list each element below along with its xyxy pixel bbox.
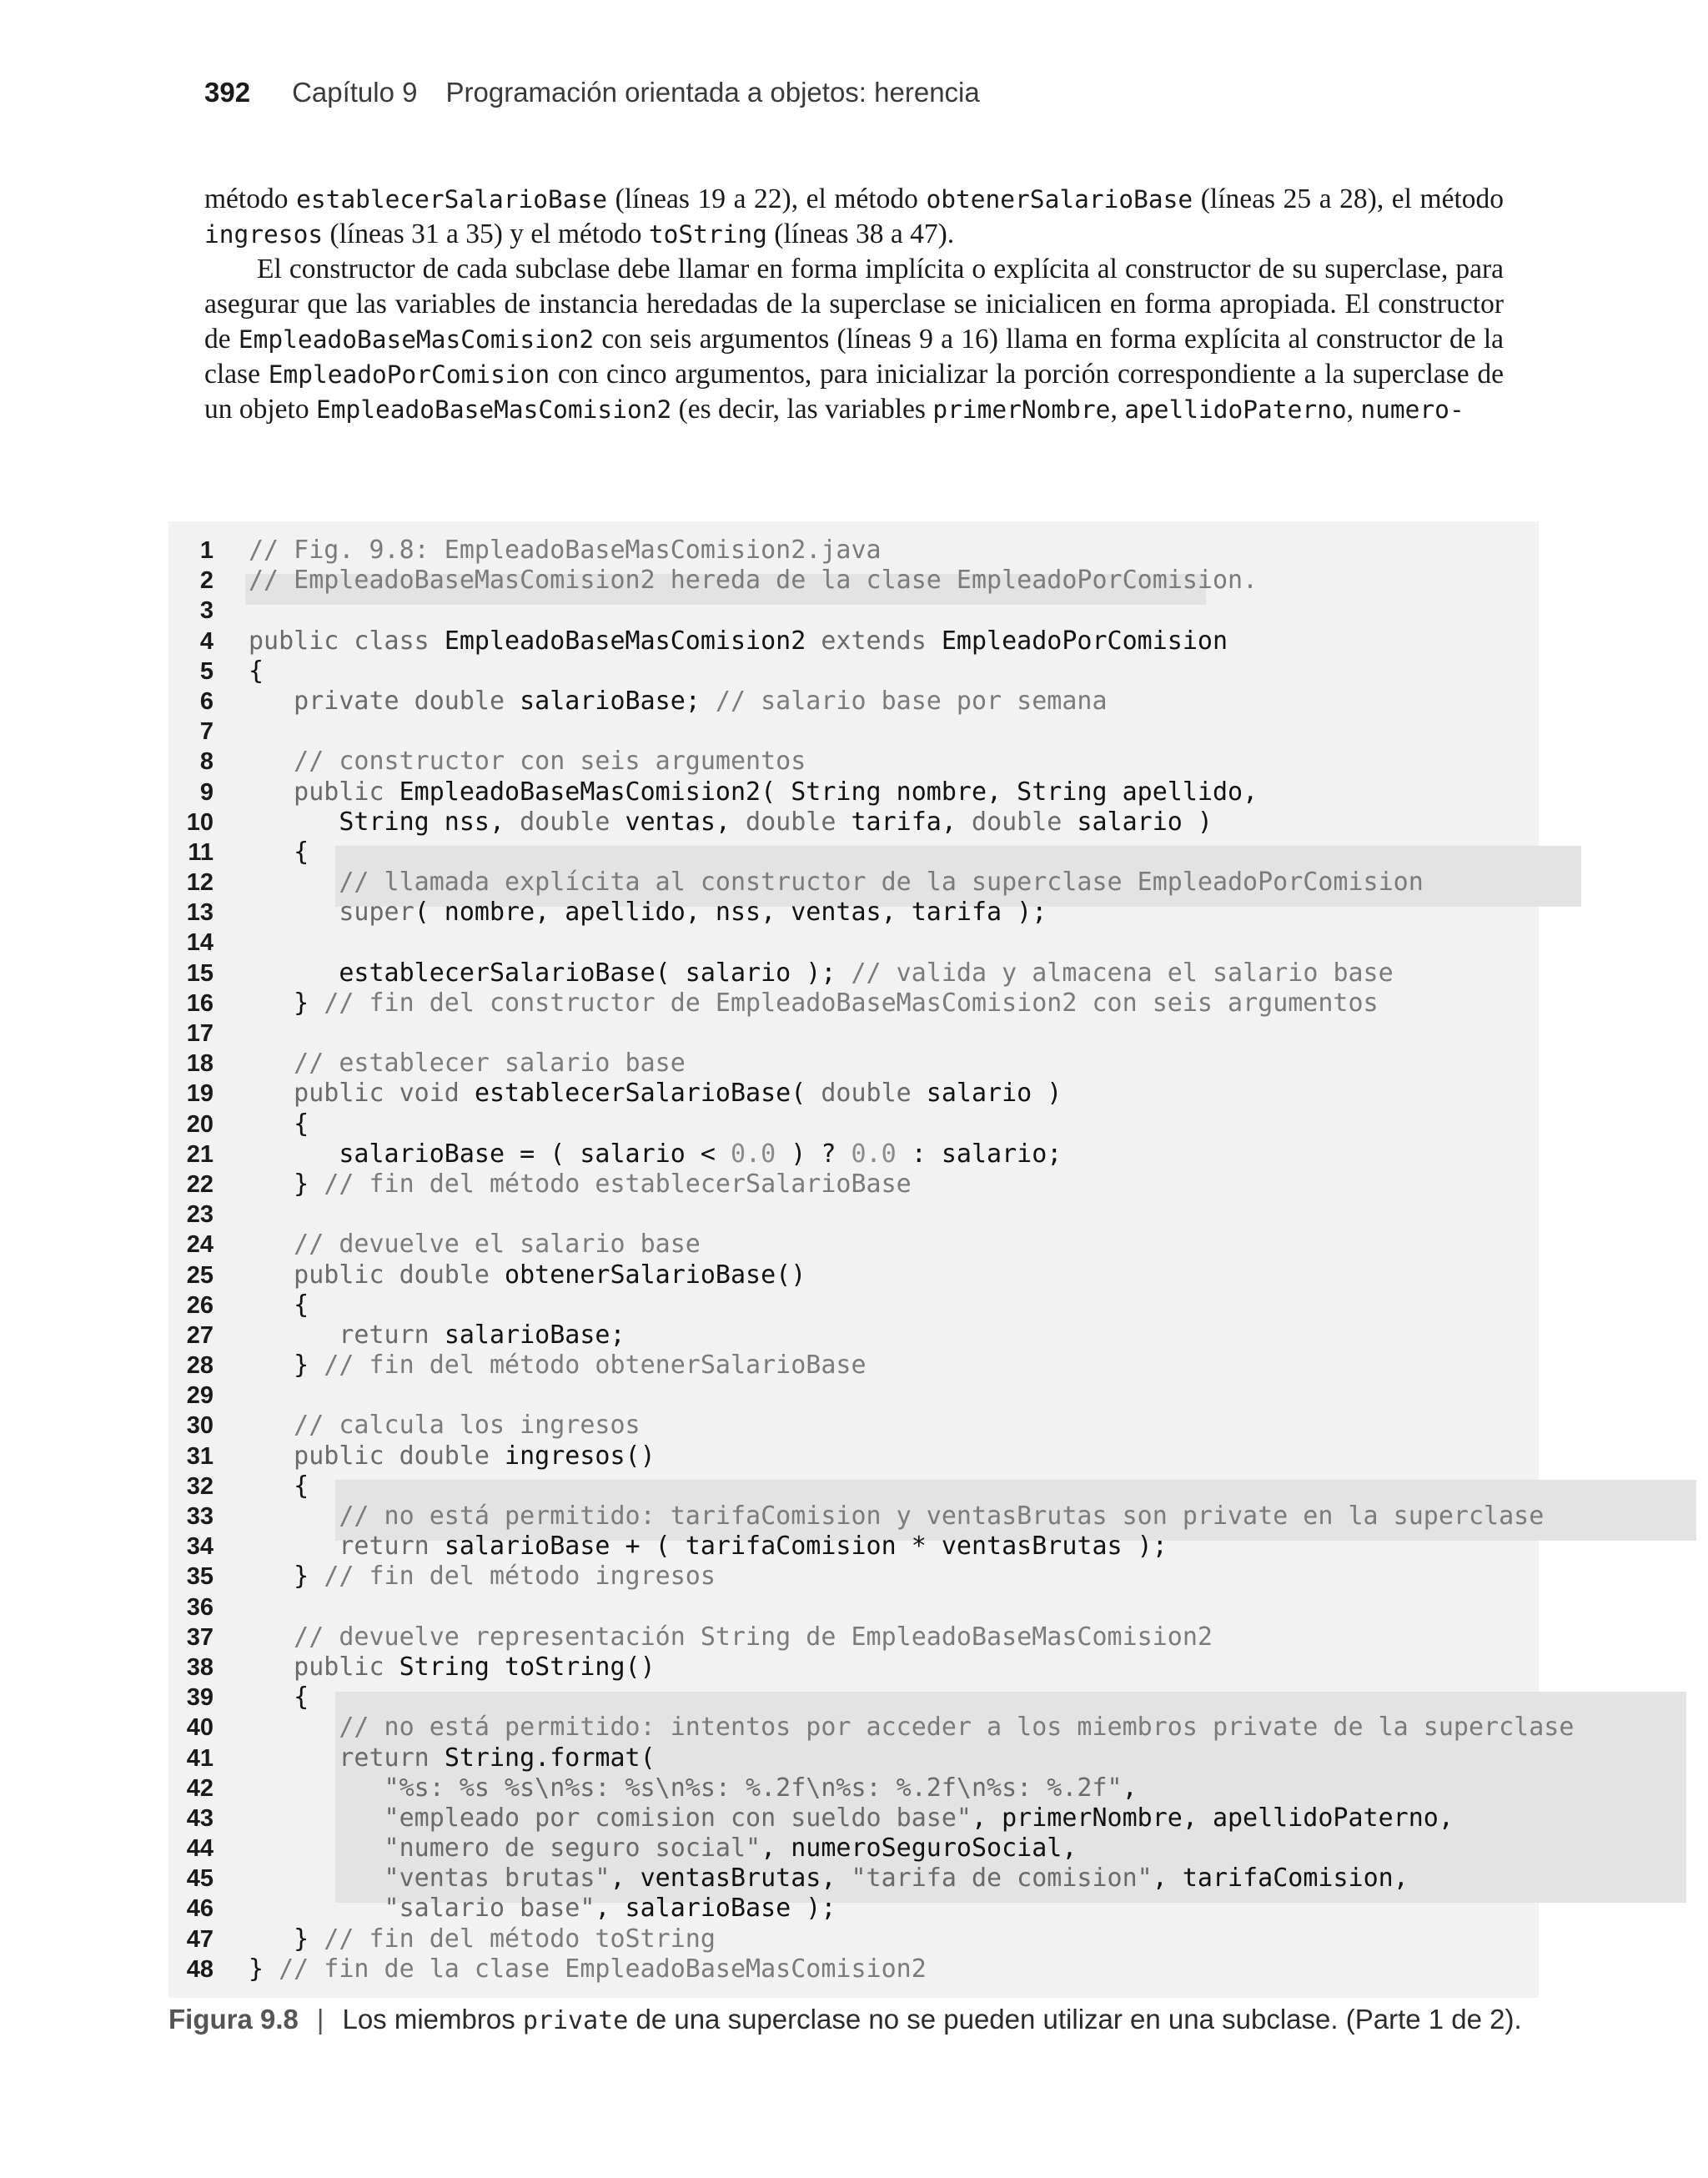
- paragraph-2: [204, 252, 1504, 427]
- code-text: [249, 1803, 1454, 1833]
- code-line: [168, 1169, 1539, 1200]
- code-text: [249, 1864, 1409, 1894]
- code-token: String nss,: [249, 807, 520, 837]
- code-text: [249, 656, 264, 687]
- code-token: public: [249, 777, 399, 807]
- code-token: // constructor con seis argumentos: [249, 747, 806, 777]
- code-text: [249, 1230, 701, 1260]
- code-token: }: [249, 1562, 324, 1592]
- code-line: [168, 1592, 1539, 1622]
- line-number: 27: [186, 1321, 214, 1349]
- code-token: }: [249, 988, 324, 1018]
- text-run: (líneas 38 a 47).: [766, 219, 955, 249]
- line-number: 1: [199, 537, 214, 564]
- code-token: salarioBase;: [520, 686, 716, 716]
- code-text: [249, 1351, 867, 1381]
- code-token: // llamada explícita al constructor de la superclase EmpleadoPorComision: [249, 868, 1424, 898]
- code-line: [168, 1954, 1539, 1984]
- caption-text-before: Los miembros: [342, 2004, 523, 2035]
- text-run: con cinco argumentos, para inicializar la porción correspondiente a la superclase de un objeto: [204, 359, 1505, 425]
- code-token: EmpleadoBaseMasComision2( String nombre, String apellido,: [399, 777, 1258, 807]
- code-token: EmpleadoBaseMasComision2: [444, 626, 821, 656]
- code-listing: [168, 521, 1575, 1998]
- code-token: "tarifa de comision": [851, 1864, 1153, 1894]
- line-number: 19: [186, 1080, 214, 1108]
- code-token: obtenerSalarioBase(): [505, 1260, 806, 1290]
- code-text: [249, 626, 1228, 656]
- code-line: [168, 656, 1539, 687]
- line-number: 3: [199, 597, 214, 625]
- line-number: 39: [186, 1684, 214, 1712]
- code-token: {: [249, 1290, 309, 1320]
- line-number: 37: [186, 1623, 214, 1651]
- code-token: ,: [1122, 1773, 1138, 1803]
- line-number: 45: [186, 1865, 214, 1893]
- line-number: 6: [199, 687, 214, 715]
- text-run: (líneas 31 a 35) y el método: [323, 219, 649, 249]
- code-token: // devuelve representación String de EmpleadoBaseMasComision2: [249, 1622, 1213, 1652]
- code-text: [249, 1954, 927, 1984]
- line-number: 15: [186, 959, 214, 987]
- line-number: 8: [199, 748, 214, 776]
- code-line: [168, 1894, 1539, 1924]
- inline-code: EmpleadoPorComision: [268, 360, 550, 389]
- code-token: double: [821, 1079, 927, 1109]
- line-number: 41: [186, 1744, 214, 1772]
- inline-code: apellidoPaterno: [1124, 395, 1347, 424]
- line-number: 38: [186, 1653, 214, 1681]
- code-text: [249, 1894, 836, 1924]
- code-token: String toString(): [399, 1652, 656, 1682]
- code-line: [168, 1290, 1539, 1320]
- code-line: [168, 1079, 1539, 1109]
- code-line: [168, 536, 1539, 566]
- line-number: 43: [186, 1804, 214, 1832]
- text-run: El constructor de cada subclase debe llamar en forma implícita o explícita al constructor de su superclase, para asegurar que las variables de instancia heredadas de la superclase se inicialicen en forma apropiada. El constructor de: [204, 254, 1504, 355]
- line-number: 26: [186, 1291, 214, 1319]
- code-token: salarioBase = ( salario <: [249, 1139, 731, 1169]
- line-number: 23: [186, 1201, 214, 1229]
- inline-code: toString: [648, 220, 767, 249]
- code-text: [249, 807, 1213, 837]
- page-number: 392: [204, 77, 251, 108]
- code-token: // fin del constructor de EmpleadoBaseMasComision2 con seis argumentos: [324, 988, 1379, 1018]
- code-line: [168, 1109, 1539, 1139]
- line-number: 5: [199, 657, 214, 685]
- code-text: [249, 536, 882, 566]
- line-number: 28: [186, 1352, 214, 1380]
- caption-text-after: de una superclase no se pueden utilizar en una subclase. (Parte 1 de 2).: [628, 2004, 1522, 2035]
- line-number: 32: [186, 1472, 214, 1500]
- code-text: [249, 1773, 1138, 1803]
- code-text: [249, 1833, 1077, 1864]
- code-token: salario ): [926, 1079, 1062, 1109]
- code-text: [249, 1501, 1544, 1532]
- code-text: [249, 687, 1108, 717]
- code-line: [168, 687, 1539, 717]
- code-token: private double: [249, 686, 520, 716]
- text-run: (es decir, las variables: [671, 394, 933, 425]
- caption-code: private: [522, 2006, 629, 2035]
- code-token: // calcula los ingresos: [249, 1411, 640, 1441]
- code-token: // establecer salario base: [249, 1049, 686, 1079]
- code-token: // no está permitido: intentos por acceder a los miembros private de la superclase: [249, 1713, 1575, 1743]
- code-token: salarioBase;: [444, 1320, 625, 1350]
- code-token: public class: [249, 626, 445, 656]
- figure-caption: [168, 2004, 1522, 2045]
- code-token: "empleado por comision con sueldo base": [249, 1803, 972, 1833]
- code-text: [249, 1683, 309, 1713]
- code-line: [168, 1200, 1539, 1230]
- code-text: [249, 1079, 1062, 1109]
- code-line: [168, 1532, 1539, 1562]
- line-number: 47: [186, 1925, 214, 1953]
- code-line: [168, 1320, 1539, 1351]
- code-lines: [168, 536, 1575, 1984]
- code-line: [168, 1230, 1539, 1260]
- code-line: [168, 988, 1539, 1019]
- code-token: // fin del método establecerSalarioBase: [324, 1169, 912, 1199]
- code-token: String.format(: [444, 1743, 656, 1773]
- line-number: 30: [186, 1412, 214, 1440]
- code-line: [168, 1049, 1539, 1079]
- code-line: [168, 717, 1539, 747]
- code-line: [168, 928, 1539, 958]
- code-line: [168, 596, 1539, 626]
- code-token: }: [249, 1924, 324, 1954]
- code-text: [249, 868, 1424, 898]
- line-number: 14: [186, 929, 214, 957]
- inline-code: establecerSalarioBase: [296, 185, 608, 214]
- line-number: 7: [199, 718, 214, 746]
- code-token: EmpleadoPorComision: [941, 626, 1228, 656]
- line-number: 36: [186, 1593, 214, 1621]
- line-number: 44: [186, 1835, 214, 1863]
- code-token: // fin del método ingresos: [324, 1562, 716, 1592]
- line-number: 33: [186, 1503, 214, 1530]
- code-token: , tarifaComision,: [1152, 1864, 1409, 1894]
- code-line: [168, 1652, 1539, 1683]
- code-text: [249, 1622, 1213, 1652]
- line-number: 9: [199, 778, 214, 806]
- code-token: return: [249, 1743, 445, 1773]
- code-token: // devuelve el salario base: [249, 1230, 701, 1260]
- code-line: [168, 1833, 1539, 1864]
- code-line: [168, 1683, 1539, 1713]
- text-run: (líneas 19 a 22), el método: [607, 184, 927, 214]
- code-token: public: [249, 1652, 399, 1682]
- text-run: método: [204, 184, 297, 214]
- inline-code: EmpleadoBaseMasComision2: [315, 395, 672, 424]
- code-line: [168, 1139, 1539, 1169]
- line-number: 4: [199, 627, 214, 655]
- line-number: 13: [186, 899, 214, 927]
- code-token: double: [746, 807, 851, 837]
- code-token: establecerSalarioBase(: [474, 1079, 821, 1109]
- code-text: [249, 1109, 309, 1139]
- code-token: , numeroSeguroSocial,: [761, 1833, 1078, 1864]
- code-line: [168, 1713, 1575, 1743]
- line-number: 31: [186, 1442, 214, 1470]
- code-token: }: [249, 1954, 279, 1984]
- code-token: ( nombre, apellido, nss, ventas, tarifa );: [414, 898, 1047, 928]
- code-token: ingresos(): [505, 1441, 656, 1471]
- line-number: 16: [186, 989, 214, 1017]
- code-line: [168, 1441, 1539, 1471]
- code-token: tarifa,: [851, 807, 972, 837]
- code-text: [249, 1743, 656, 1773]
- line-number: 11: [188, 838, 214, 866]
- line-number: 20: [186, 1110, 214, 1138]
- code-token: 0.0: [851, 1139, 897, 1169]
- code-token: , salarioBase );: [595, 1894, 836, 1924]
- line-number: 21: [186, 1140, 214, 1168]
- code-line: [168, 1743, 1539, 1773]
- code-text: [249, 1441, 656, 1471]
- code-token: public double: [249, 1441, 505, 1471]
- code-text: [249, 1562, 716, 1592]
- line-number: 17: [186, 1020, 214, 1047]
- line-number: 29: [186, 1382, 214, 1410]
- caption-separator: |: [316, 2004, 324, 2035]
- code-line: [168, 837, 1539, 868]
- line-number: 2: [199, 567, 214, 595]
- code-text: [249, 1411, 640, 1441]
- code-line: [168, 807, 1539, 837]
- line-number: 48: [186, 1955, 214, 1983]
- figure-label: Figura 9.8: [168, 2004, 299, 2035]
- code-text: [249, 958, 1394, 988]
- code-text: [249, 1713, 1574, 1743]
- line-number: 34: [186, 1533, 214, 1561]
- code-line: [168, 777, 1539, 807]
- code-token: "salario base": [249, 1894, 595, 1924]
- code-token: ) ?: [776, 1139, 851, 1169]
- code-token: {: [249, 1471, 309, 1501]
- chapter-title: Programación orientada a objetos: herencia: [445, 77, 980, 108]
- code-text: [249, 1290, 309, 1320]
- code-line: [168, 1351, 1539, 1381]
- chapter-label: Capítulo 9: [292, 77, 418, 108]
- code-token: super: [249, 898, 414, 928]
- code-token: , ventasBrutas,: [610, 1864, 851, 1894]
- line-number: 46: [186, 1895, 214, 1923]
- code-token: salarioBase + ( tarifaComision * ventasBrutas );: [444, 1532, 1168, 1562]
- code-token: ventas,: [625, 807, 746, 837]
- line-number: 42: [186, 1774, 214, 1802]
- code-text: [249, 1260, 806, 1290]
- line-number: 12: [186, 869, 214, 897]
- code-token: public void: [249, 1079, 475, 1109]
- code-token: // Fig. 9.8: EmpleadoBaseMasComision2.java: [249, 536, 882, 565]
- code-line: [168, 566, 1539, 596]
- code-token: }: [249, 1351, 324, 1381]
- code-line: [168, 898, 1539, 928]
- line-number: 40: [186, 1714, 214, 1742]
- line-number: 10: [186, 808, 214, 836]
- code-text: [249, 898, 1047, 928]
- code-token: salario ): [1077, 807, 1213, 837]
- code-line: [168, 1381, 1539, 1411]
- code-line: [168, 1562, 1539, 1592]
- code-token: // no está permitido: tarifaComision y ventasBrutas son private en la superclase: [249, 1501, 1545, 1531]
- code-text: [249, 1169, 912, 1200]
- code-line: [168, 1260, 1539, 1290]
- code-token: // fin del método obtenerSalarioBase: [324, 1351, 867, 1381]
- code-line: [168, 1471, 1539, 1501]
- code-token: // fin de la clase EmpleadoBaseMasComision2: [279, 1954, 927, 1984]
- code-line: [168, 1411, 1539, 1441]
- code-token: // fin del método toString: [324, 1924, 716, 1954]
- code-token: "%s: %s %s\n%s: %s\n%s: %.2f\n%s: %.2f\n%s: %.2f": [249, 1773, 1123, 1803]
- code-token: return: [249, 1320, 445, 1350]
- code-token: // salario base por semana: [715, 686, 1108, 716]
- code-line: [168, 868, 1539, 898]
- code-text: [249, 777, 1258, 807]
- code-line: [168, 1924, 1539, 1954]
- code-token: "numero de seguro social": [249, 1833, 761, 1864]
- code-text: [249, 1320, 625, 1351]
- code-line: [168, 1773, 1539, 1803]
- code-token: return: [249, 1532, 445, 1562]
- text-run: ,: [1110, 394, 1125, 425]
- code-token: 0.0: [730, 1139, 776, 1169]
- body-text: [204, 182, 1504, 427]
- paragraph-1: [204, 182, 1504, 252]
- text-run: con seis argumentos (líneas 9 a 16) llama en forma explícita al constructor de la clase: [204, 324, 1505, 390]
- code-token: double: [971, 807, 1078, 837]
- code-text: [249, 1049, 686, 1079]
- code-line: [168, 1622, 1539, 1652]
- code-token: }: [249, 1169, 324, 1199]
- inline-code: EmpleadoBaseMasComision2: [238, 325, 595, 354]
- code-text: [249, 566, 1258, 596]
- line-number: 18: [186, 1050, 214, 1078]
- code-token: double: [520, 807, 625, 837]
- inline-code: obtenerSalarioBase: [926, 185, 1193, 214]
- inline-code: primerNombre: [932, 395, 1111, 424]
- text-run: (líneas 25 a 28), el método: [1193, 184, 1505, 214]
- running-header: [204, 77, 980, 118]
- code-token: : salario;: [896, 1139, 1062, 1169]
- code-text: [249, 1652, 656, 1683]
- code-text: [249, 988, 1379, 1019]
- code-token: establecerSalarioBase( salario );: [249, 958, 851, 988]
- code-token: {: [249, 1683, 309, 1713]
- code-text: [249, 747, 806, 777]
- code-line: [168, 1501, 1545, 1532]
- inline-code: numero-: [1360, 395, 1464, 424]
- line-number: 22: [186, 1170, 214, 1198]
- code-token: {: [249, 656, 264, 686]
- code-line: [168, 747, 1539, 777]
- line-number: 35: [186, 1563, 214, 1591]
- code-token: {: [249, 1109, 309, 1139]
- code-line: [168, 958, 1539, 988]
- code-token: // valida y almacena el salario base: [851, 958, 1394, 988]
- code-text: [249, 1532, 1168, 1562]
- code-line: [168, 1803, 1539, 1833]
- code-line: [168, 1864, 1539, 1894]
- code-token: , primerNombre, apellidoPaterno,: [971, 1803, 1454, 1833]
- code-line: [168, 1019, 1539, 1049]
- code-text: [249, 837, 309, 868]
- code-token: "ventas brutas": [249, 1864, 610, 1894]
- code-token: // EmpleadoBaseMasComision2 hereda de la clase EmpleadoPorComision.: [249, 566, 1258, 596]
- line-number: 25: [186, 1261, 214, 1289]
- code-token: extends: [821, 626, 942, 656]
- inline-code: ingresos: [204, 220, 324, 249]
- code-token: {: [249, 837, 309, 867]
- code-line: [168, 626, 1539, 656]
- code-token: public double: [249, 1260, 505, 1290]
- code-text: [249, 1139, 1062, 1169]
- text-run: ,: [1346, 394, 1361, 425]
- code-text: [249, 1924, 716, 1954]
- code-text: [249, 1471, 309, 1501]
- line-number: 24: [186, 1231, 214, 1259]
